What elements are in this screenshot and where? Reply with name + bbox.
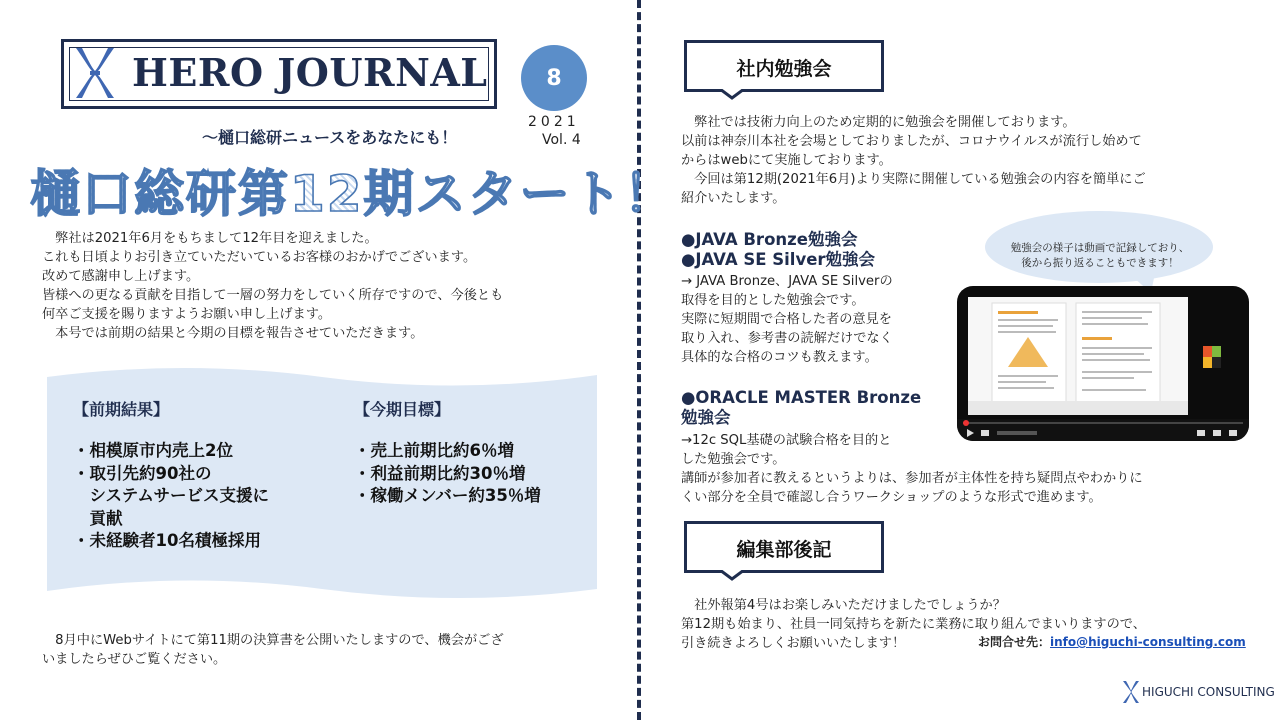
- results-item: システムサービス支援に: [73, 486, 270, 505]
- headline: 樋口総研第12期スタート！: [30, 154, 676, 226]
- goals-list: [354, 440, 541, 508]
- study-line: 以前は神奈川本社を会場としておりましたが、コロナウイルスが流行し始めて: [681, 134, 1142, 149]
- course-desc-line: → JAVA Bronze、JAVA SE Silverの: [681, 274, 893, 289]
- course-desc-line: 取得を目的とした勉強会です。: [681, 293, 865, 308]
- contact-label: お問合せ先：: [978, 635, 1051, 649]
- editor-line: 第12期も始まり、社員一同気持ちを新たに業務に取り組んでまいりますので、: [681, 617, 1146, 632]
- intro-line: これも日頃よりお引き立ていただいているお客様のおかげでございます。: [42, 250, 477, 265]
- editor-section-title: 編集部後記: [736, 539, 832, 561]
- hero-logo-icon: [72, 46, 118, 100]
- issue-volume: Vol. 4: [542, 132, 581, 148]
- closing-paragraph: [42, 631, 504, 669]
- masthead-logo: [61, 39, 497, 109]
- results-list: [73, 440, 269, 553]
- oracle-course-title: [681, 388, 921, 428]
- study-section-label: [684, 40, 884, 92]
- video-document-preview: [968, 297, 1188, 415]
- course-desc-line: 講師が参加者に教えるというよりは、参加者が主体性を持ち疑問点やわかりに: [681, 471, 1143, 486]
- company-logo-icon: [1122, 680, 1140, 704]
- video-participant-icon: [1203, 346, 1221, 368]
- oracle-course-desc: [681, 431, 1143, 507]
- column-divider: [637, 0, 641, 720]
- course-desc-line: くい部分を全員で確認し合うワークショップのような形式で進めます。: [681, 490, 1102, 505]
- results-title: 【前期結果】: [73, 400, 170, 419]
- intro-line: 何卒ご支援を賜りますようお願い申し上げます。: [42, 307, 332, 322]
- issue-number-badge: 8: [521, 45, 587, 111]
- study-intro: [681, 113, 1146, 208]
- contact-info: [978, 633, 1246, 650]
- journal-title: HERO JOURNAL: [132, 50, 488, 95]
- document-thumbnail-icon: [968, 297, 1188, 415]
- goals-item: ・稼働メンバー約35％増: [354, 486, 541, 505]
- video-controls-icon: [957, 419, 1249, 441]
- course-title-line: ●JAVA SE Silver勉強会: [681, 250, 876, 269]
- study-line: 今回は第12期(2021年6月)より実際に開催している勉強会の内容を簡単にご: [681, 172, 1146, 187]
- results-item: ・相模原市内売上2位: [73, 441, 233, 460]
- goals-item: ・利益前期比約30％増: [354, 463, 526, 483]
- study-section-title: 社内勉強会: [736, 58, 832, 80]
- intro-line: 本号では前期の結果と今期の目標を報告させていただきます。: [42, 326, 424, 341]
- bubble-line: 後から振り返ることもできます！: [1021, 257, 1179, 269]
- intro-line: 弊社は2021年6月をもちまして12年目を迎えました。: [42, 231, 378, 246]
- course-desc-line: 取り入れ、参考書の読解だけでなく: [681, 331, 893, 346]
- java-course-title: [681, 230, 875, 270]
- tagline: 〜樋口総研ニュースをあなたにも！: [202, 128, 458, 147]
- editor-line: 引き続きよろしくお願いいたします！: [681, 636, 906, 651]
- course-desc-line: 実際に短期間で合格した者の意見を: [681, 312, 892, 327]
- bubble-line: 勉強会の様子は動画で記録しており、: [1010, 242, 1190, 254]
- bubble-text: [995, 241, 1205, 271]
- issue-year: 2021: [528, 114, 580, 130]
- editor-line: 社外報第4号はお楽しみいただけましたでしょうか？: [681, 598, 1006, 613]
- editor-section-label: [684, 521, 884, 573]
- study-line: からはwebにて実施しております。: [681, 153, 892, 168]
- course-desc-line: 具体的な合格のコツも教えます。: [681, 350, 878, 365]
- study-line: 弊社では技術力向上のため定期的に勉強会を開催しております。: [681, 115, 1076, 130]
- course-title-line: ●JAVA Bronze勉強会: [681, 230, 858, 249]
- goals-title: 【今期目標】: [354, 400, 451, 419]
- video-controls[interactable]: [957, 419, 1249, 441]
- results-item: 貢献: [73, 508, 123, 528]
- intro-line: 皆様への更なる貢献を目指して一層の努力をしていく所存ですので、今後とも: [42, 288, 504, 303]
- course-desc-line: →12c SQL基礎の試験合格を目的と: [681, 433, 892, 448]
- course-title-line: ●ORACLE MASTER Bronze: [681, 388, 922, 407]
- goals-item: ・売上前期比約6％増: [354, 441, 514, 460]
- footer-company-name: HIGUCHI CONSULTING: [1142, 685, 1275, 699]
- intro-paragraph: [42, 229, 503, 343]
- contact-email-link[interactable]: info@higuchi-consulting.com: [1050, 635, 1246, 649]
- closing-line: いましたらぜひご覧ください。: [42, 652, 227, 667]
- results-item: ・未経験者10名積極採用: [73, 531, 261, 550]
- closing-line: 8月中にWebサイトにて第11期の決算書を公開いたしますので、機会がござ: [42, 633, 504, 648]
- intro-line: 改めて感謝申し上げます。: [42, 269, 200, 284]
- java-course-desc: [681, 272, 893, 367]
- course-desc-line: した勉強会です。: [681, 452, 786, 467]
- course-title-line: 勉強会: [681, 408, 731, 427]
- footer-logo: [1120, 680, 1275, 704]
- study-line: 紹介いたします。: [681, 191, 786, 206]
- results-item: ・取引先約90社の: [73, 463, 212, 483]
- study-session-video-thumbnail[interactable]: [957, 286, 1249, 441]
